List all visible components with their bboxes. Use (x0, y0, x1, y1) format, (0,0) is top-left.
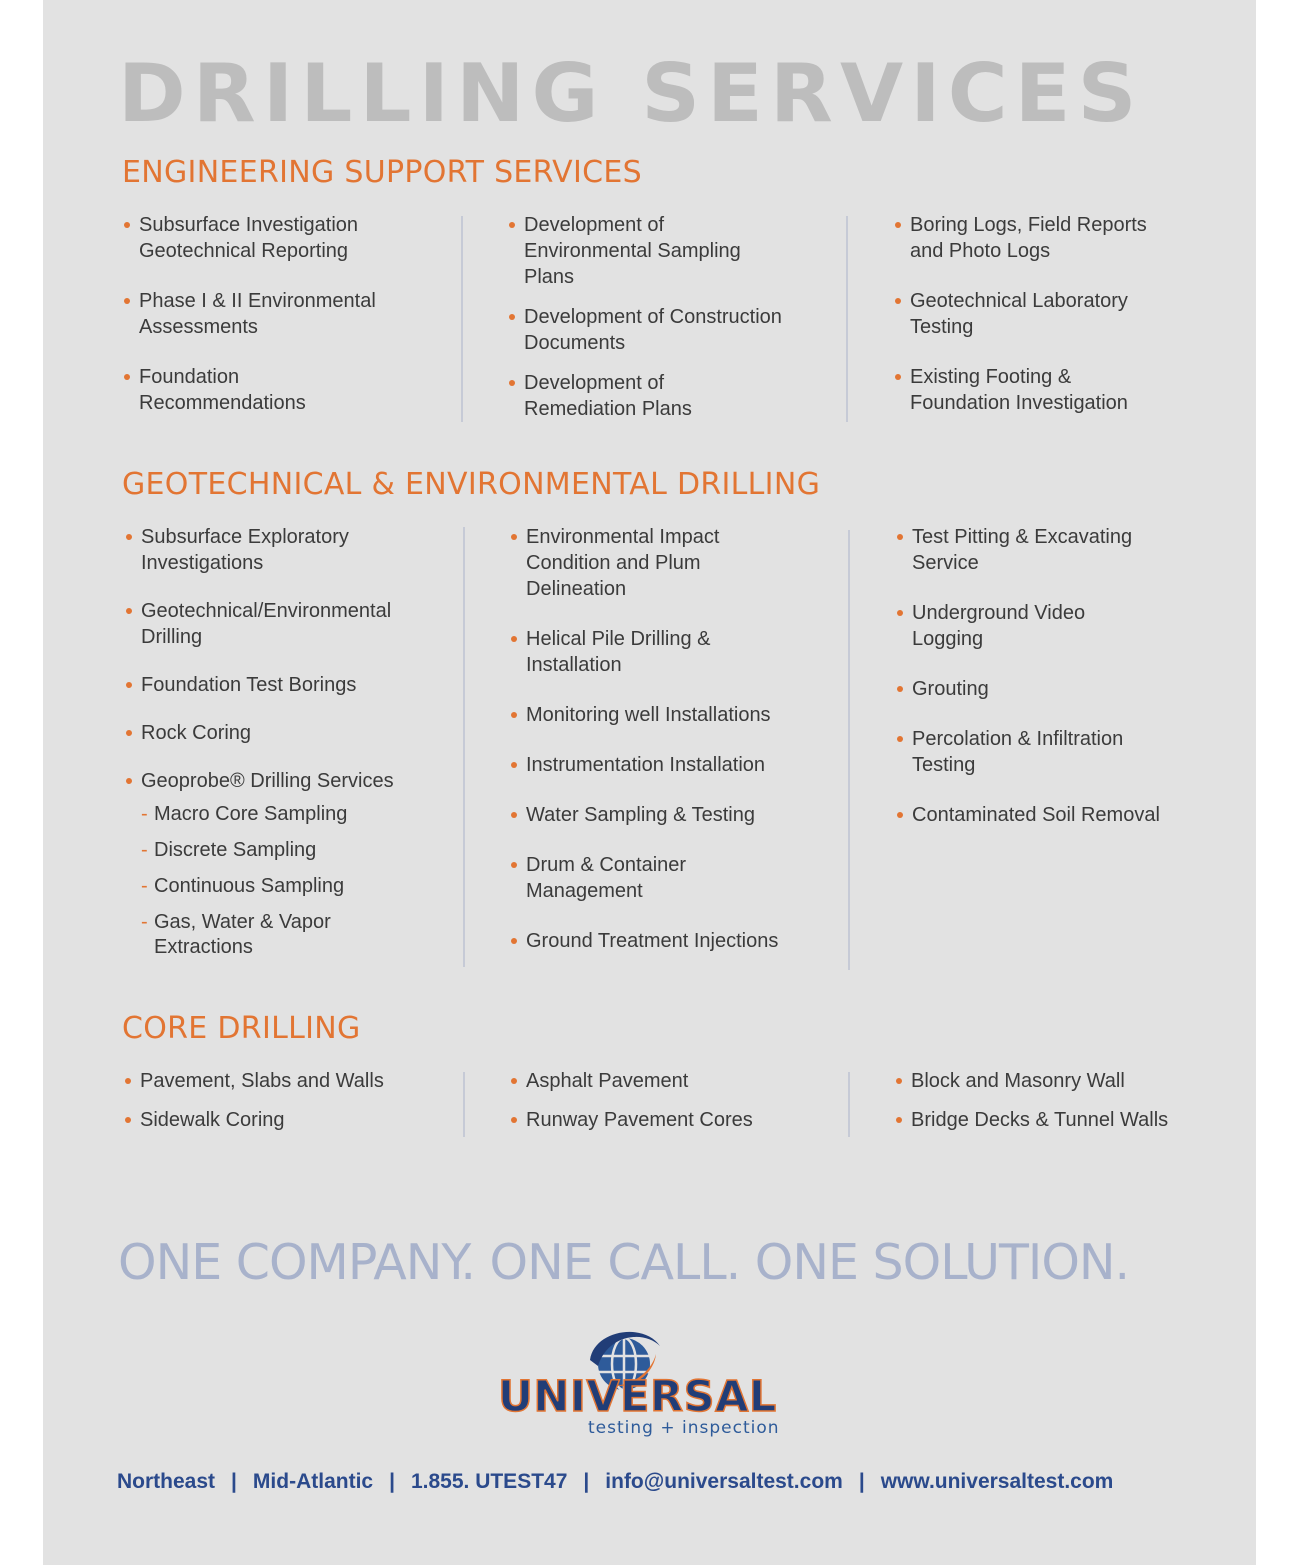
section-heading-geotechnical: GEOTECHNICAL & ENVIRONMENTAL DRILLING (122, 467, 821, 502)
list-item: Contaminated Soil Removal (895, 802, 1215, 828)
list-item: Water Sampling & Testing (509, 802, 829, 828)
geotechnical-column-2 (509, 524, 829, 954)
list-item: Existing Footing & Foundation Investigation (893, 364, 1170, 416)
core-column-1 (123, 1068, 443, 1133)
list-item: Monitoring well Installations (509, 702, 829, 728)
column-divider (848, 530, 850, 970)
list-item: Development of Environmental Sampling Plans (507, 212, 774, 290)
column-divider (463, 1072, 465, 1137)
footer-separator: | (858, 1470, 865, 1493)
footer-separator: | (389, 1470, 395, 1493)
list-item: Development of Construction Documents (507, 304, 784, 356)
logo-wordmark: UNIVERSAL (498, 1372, 777, 1422)
sub-list-item: - Discrete Sampling (124, 838, 444, 863)
list-item: Rock Coring (124, 720, 444, 746)
list-item: Ground Treatment Injections (509, 928, 829, 954)
list-item: Test Pitting & Excavating Service (895, 524, 1162, 576)
column-divider (846, 216, 848, 422)
page-title: DRILLING SERVICES (118, 47, 1144, 140)
list-item: Foundation Recommendations (122, 364, 339, 416)
column-divider (463, 527, 465, 967)
list-item: Geotechnical/Environmental Drilling (124, 598, 441, 650)
footer-separator: | (583, 1470, 590, 1493)
list-item: Foundation Test Borings (124, 672, 444, 698)
list-item: Development of Remediation Plans (507, 370, 734, 422)
list-item: Instrumentation Installation (509, 752, 829, 778)
section-heading-core-drilling: CORE DRILLING (122, 1011, 361, 1046)
footer-separator: | (231, 1470, 237, 1493)
core-column-3 (894, 1068, 1214, 1133)
list-item: Grouting (895, 676, 1215, 702)
sub-list-item: - Continuous Sampling (124, 874, 444, 899)
footer-website-link[interactable]: www.universaltest.com (880, 1470, 1114, 1493)
tagline: ONE COMPANY. ONE CALL. ONE SOLUTION. (118, 1234, 1130, 1291)
engineering-column-1 (122, 212, 442, 416)
logo-subtitle: testing + inspection (588, 1418, 780, 1438)
list-item: Subsurface Investigation Geotechnical Reporting (122, 212, 442, 264)
company-logo (498, 1320, 818, 1440)
list-item: Environmental Impact Condition and Plum Delineation (509, 524, 766, 602)
list-item: Pavement, Slabs and Walls (123, 1068, 443, 1094)
column-divider (461, 216, 463, 422)
sub-list-item: - Gas, Water & Vapor Extractions (124, 910, 354, 960)
list-item: Underground Video Logging (895, 600, 1112, 652)
sub-list-item: - Macro Core Sampling (124, 802, 444, 827)
engineering-column-2 (507, 212, 827, 422)
engineering-column-3 (893, 212, 1213, 416)
geotechnical-column-1 (124, 524, 444, 960)
list-item: Boring Logs, Field Reports and Photo Logs (893, 212, 1180, 264)
list-item: Asphalt Pavement (509, 1068, 829, 1094)
footer-email-link[interactable]: info@universaltest.com (605, 1470, 843, 1493)
column-divider (848, 1072, 850, 1137)
list-item: Geoprobe® Drilling Services (124, 768, 444, 794)
core-column-2 (509, 1068, 829, 1133)
list-item: Percolation & Infiltration Testing (895, 726, 1172, 778)
section-heading-engineering: ENGINEERING SUPPORT SERVICES (122, 155, 642, 190)
list-item: Block and Masonry Wall (894, 1068, 1214, 1094)
list-item: Helical Pile Drilling & Installation (509, 626, 746, 678)
footer-region-midatlantic: Mid-Atlantic (252, 1470, 374, 1493)
list-item: Drum & Container Management (509, 852, 726, 904)
list-item: Geotechnical Laboratory Testing (893, 288, 1170, 340)
footer-phone[interactable]: 1.855. UTEST47 (410, 1470, 568, 1493)
list-item: Bridge Decks & Tunnel Walls (894, 1107, 1214, 1133)
list-item: Sidewalk Coring (123, 1107, 443, 1133)
contact-footer (117, 1470, 1197, 1494)
geotechnical-column-3 (895, 524, 1215, 828)
list-item: Phase I & II Environmental Assessments (122, 288, 409, 340)
footer-region-northeast: Northeast (117, 1470, 216, 1493)
list-item: Subsurface Exploratory Investigations (124, 524, 381, 576)
list-item: Runway Pavement Cores (509, 1107, 829, 1133)
